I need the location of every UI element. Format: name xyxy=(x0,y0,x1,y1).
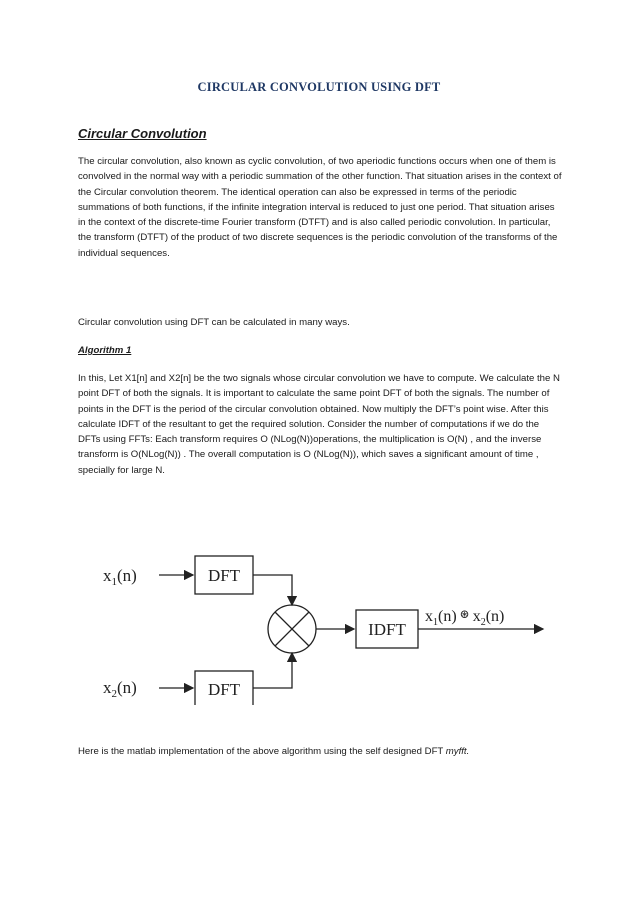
matlab-text: Here is the matlab implementation of the above algorithm using the self designed DFT xyxy=(78,746,446,757)
paragraph-matlab xyxy=(78,744,564,759)
paragraph-intro: Circular convolution using DFT can be calculated in many ways. xyxy=(78,317,350,328)
section-heading: Circular Convolution xyxy=(78,126,207,141)
path-bottom-to-multiplier xyxy=(253,653,292,688)
idft-label: IDFT xyxy=(368,620,406,639)
paragraph-definition: The circular convolution, also known as cyclic convolution, of two aperiodic functions occurs when one of them is convolved in the normal way with a periodic summation of the other function. That situation arises in the context of the Circular convolution theorem. The identical operation can also be expressed in terms of the periodic summations of both functions, if the infinite integration interval is reduced to just one period. That situation arises in the context of the discrete-time Fourier transform (DTFT) and is also called periodic convolution. In particular, the transform (DTFT) of the product of two discrete sequences is the periodic convolution of the transforms of the individual sequences. xyxy=(78,156,562,259)
dft-top-label: DFT xyxy=(207,566,241,585)
myfft-function-name: myfft. xyxy=(445,746,470,757)
paragraph-algorithm: In this, Let X1[n] and X2[n] be the two signals whose circular convolution we have to compute. We calculate the N point DFT of both the signals. It is important to calculate the same point DFT of both the signals. The number of points in the DFT is the period of the circular convolution obtained. Now multiply the DFT’s point wise. After this calculate IDFT of the resultant to get the required solution. Consider the number of computations if we do the DFTs using FFTs: Each transform requires O (NLog(N))operations, the multiplication is O(N) , and the inverse transform is O(NLog(N)) . The overall computation is O (NLog(N)), which saves a significant amount of time , specially for large N. xyxy=(78,373,560,476)
dft-bottom-label: DFT xyxy=(207,680,241,699)
block-diagram xyxy=(95,525,555,705)
page-title: CIRCULAR CONVOLUTION USING DFT xyxy=(197,80,441,94)
path-top-to-multiplier xyxy=(253,575,292,605)
algorithm-heading: Algorithm 1 xyxy=(78,345,132,356)
input2-label: $x_2(n)$ xyxy=(103,678,137,700)
input1-label: $x_1(n)$ xyxy=(103,566,137,588)
output-label: $x_1(n)$ ⊛ $x_2(n)$ xyxy=(425,607,505,628)
